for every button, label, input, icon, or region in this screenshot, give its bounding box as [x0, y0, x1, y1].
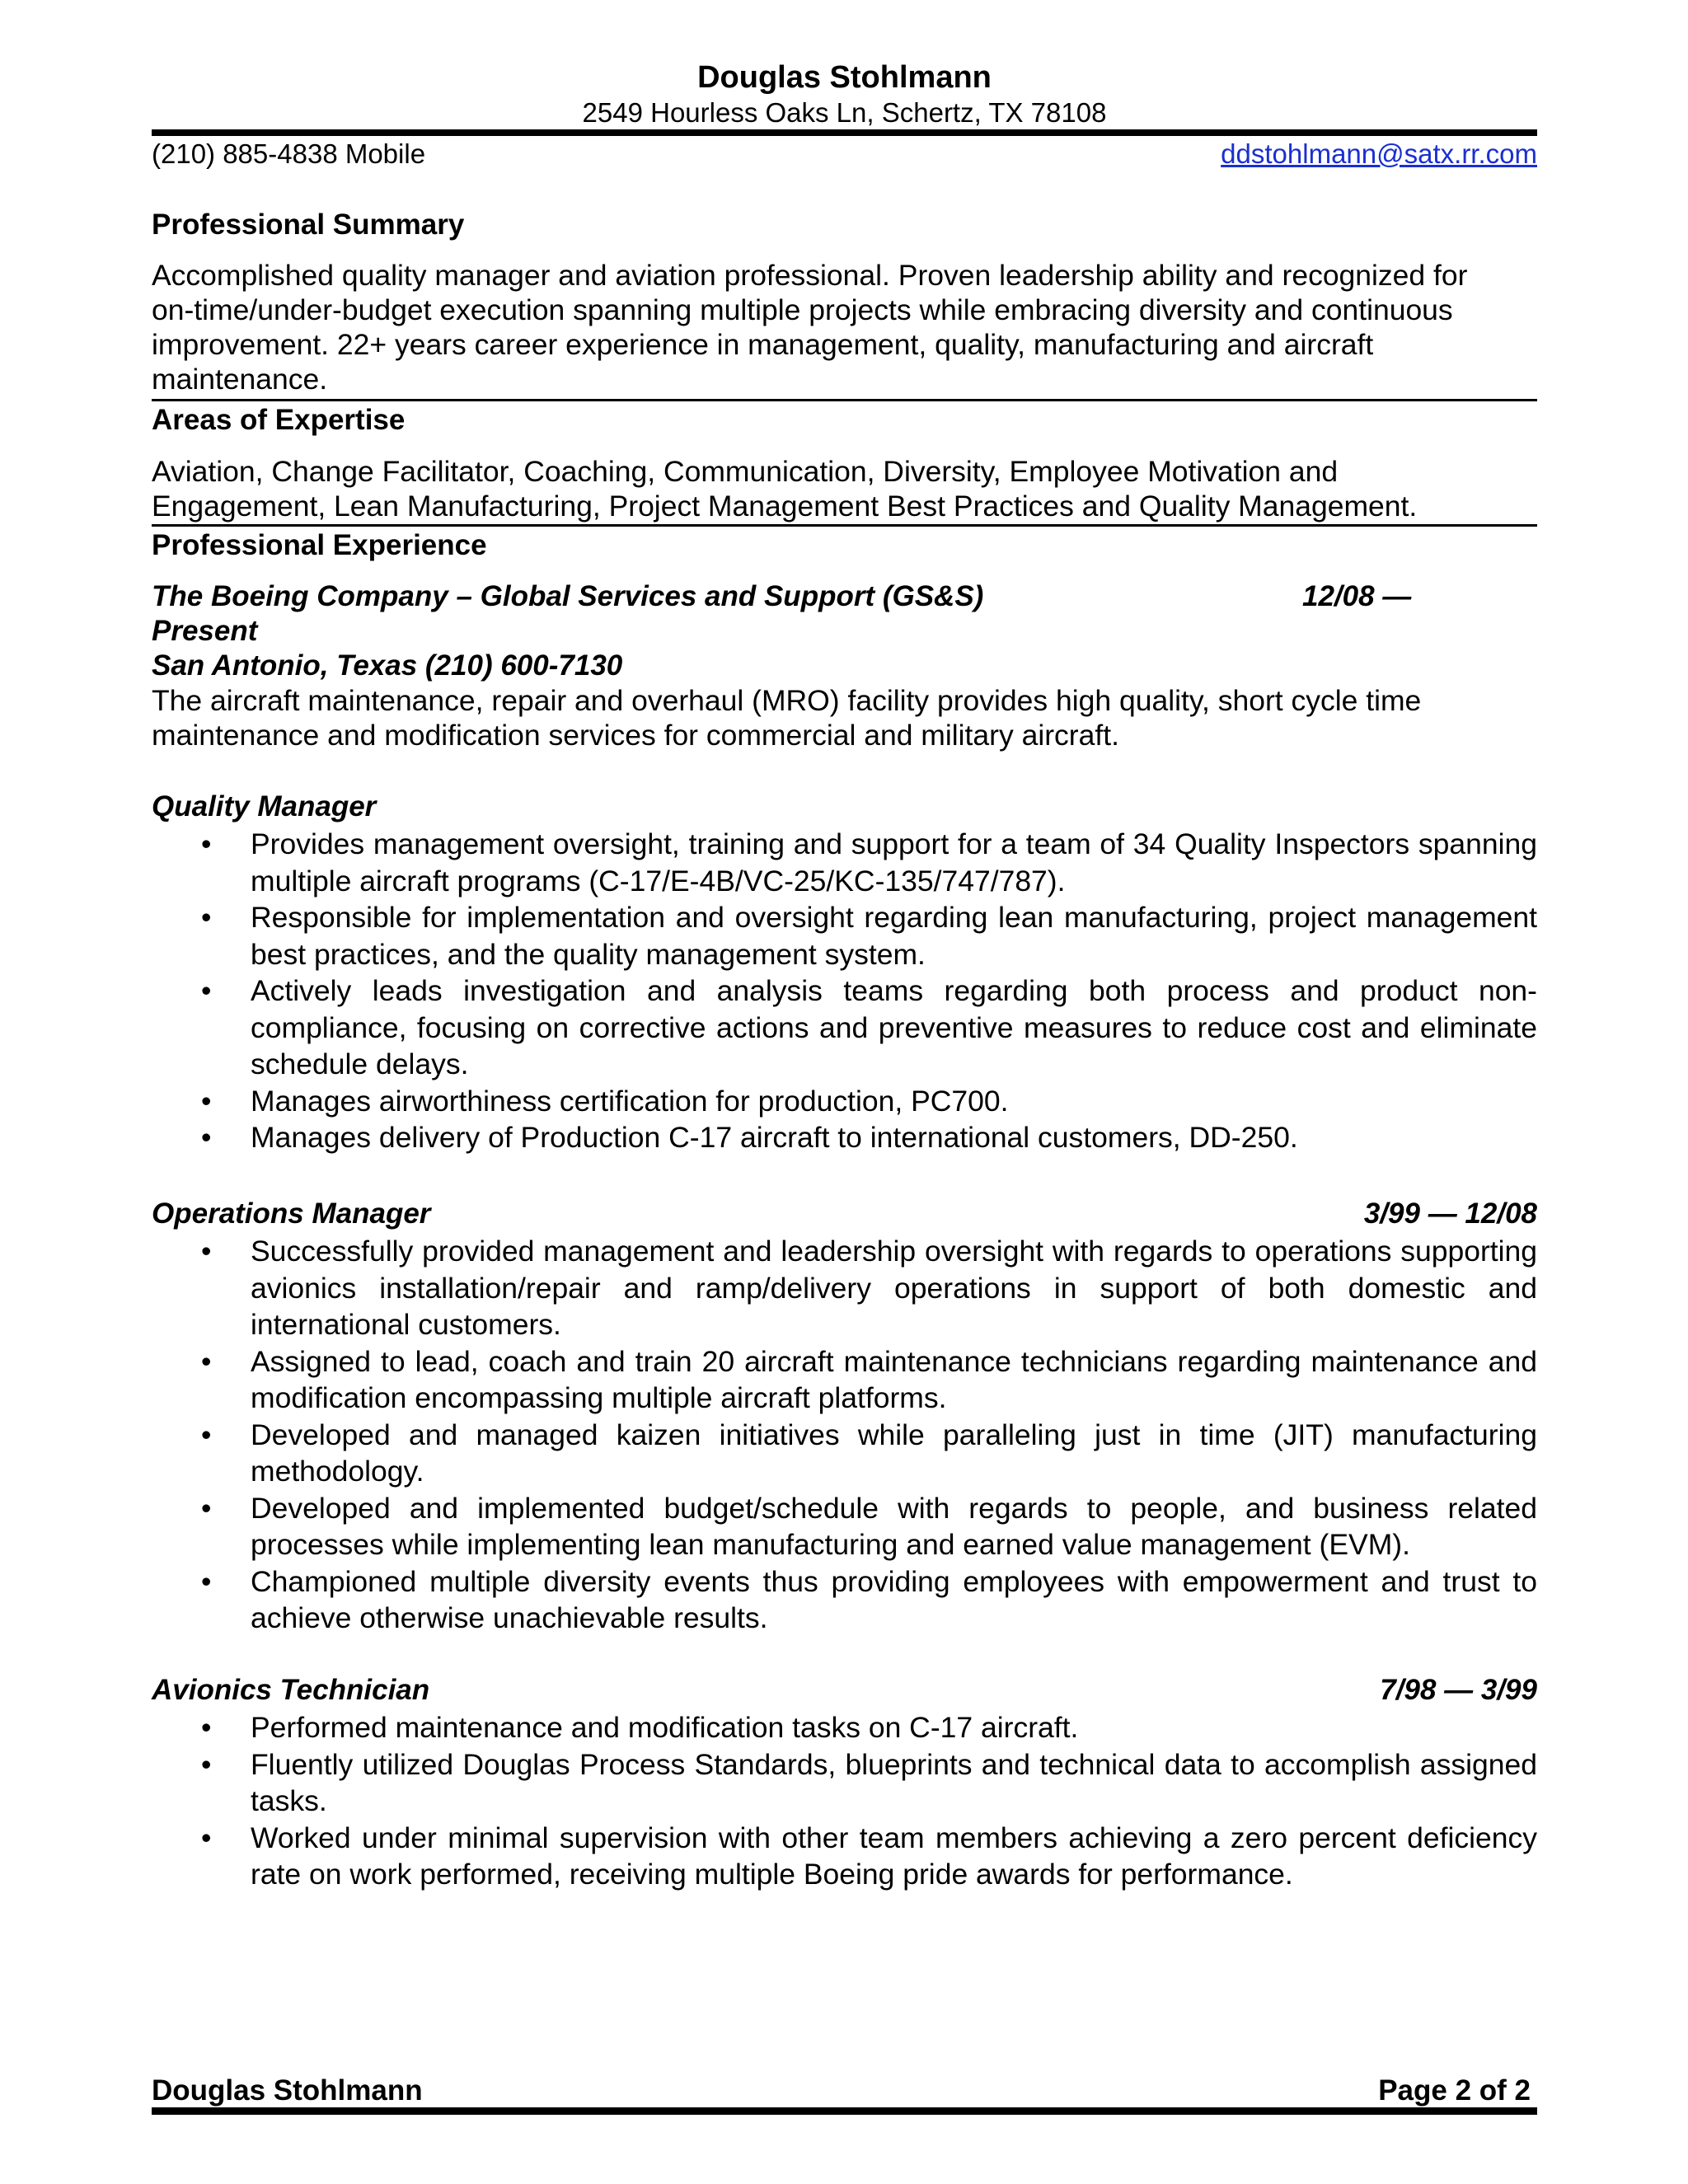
- experience-title: Professional Experience: [152, 529, 487, 561]
- company-description: [152, 683, 1537, 752]
- list-item: • Championed multiple diversity events thus providing employees with empowerment and trust to achieve otherwise unachievable results.: [201, 1564, 1537, 1634]
- resume-page: [152, 0, 1537, 2184]
- summary-line: improvement. 22+ years career experience in management, quality, manufacturing and aircraft: [152, 328, 1374, 361]
- email-link[interactable]: ddstohlmann@satx.rr.com: [1221, 138, 1537, 169]
- role-bullets-operations-manager: [152, 1233, 1537, 1637]
- expertise-title: Areas of Expertise: [152, 404, 406, 436]
- list-item: • Assigned to lead, coach and train 20 aircraft maintenance technicians regarding maintenance and modification encompassing multiple aircraft platforms.: [201, 1344, 1537, 1414]
- expertise-line: Engagement, Lean Manufacturing, Project Management Best Practices and Quality Management.: [152, 490, 1418, 523]
- bullet-icon: •: [201, 1418, 212, 1451]
- company-dates: 12/08 —: [1302, 580, 1412, 612]
- expertise-divider: [152, 524, 1537, 527]
- role-title: Quality Manager: [152, 790, 377, 823]
- description-line: maintenance and modification services for commercial and military aircraft.: [152, 719, 1119, 752]
- list-item: • Developed and managed kaizen initiatives while paralleling just in time (JIT) manufacturing methodology.: [201, 1418, 1537, 1488]
- list-item: • Worked under minimal supervision with other team members achieving a zero percent deficiency rate on work performed, receiving multiple Boeing pride awards for performance.: [201, 1821, 1537, 1891]
- expertise-text: [152, 454, 1537, 523]
- list-item: • Fluently utilized Douglas Process Standards, blueprints and technical data to accomplish assigned tasks.: [201, 1747, 1537, 1817]
- role-title-avionics-technician: [152, 1673, 1537, 1708]
- role-dates: 3/99 — 12/08: [1363, 1197, 1537, 1230]
- header-address: 2549 Hourless Oaks Ln, Schertz, TX 78108: [582, 97, 1107, 128]
- role-title-quality-manager: [152, 790, 1537, 824]
- list-item: • Successfully provided management and leadership oversight with regards to operations supporting avionics installation/repair and ramp/delivery operations in support of both domestic and international customers.: [201, 1235, 1537, 1341]
- footer-name: Douglas Stohlmann: [152, 2074, 423, 2107]
- bullet-icon: •: [201, 1344, 212, 1378]
- header-divider: [152, 129, 1537, 136]
- page-number: Page 2 of 2: [1378, 2074, 1531, 2107]
- bullet-icon: •: [201, 1235, 212, 1268]
- list-item: • Developed and implemented budget/schedule with regards to people, and business related processes while implementing lean manufacturing and earned value management (EVM).: [201, 1491, 1537, 1561]
- bullet-icon: •: [201, 1121, 212, 1154]
- role-bullets-quality-manager: [152, 826, 1537, 1156]
- list-item: • Manages airworthiness certification for production, PC700.: [152, 1083, 1537, 1120]
- company-line: [152, 579, 1537, 614]
- list-item: • Actively leads investigation and analysis teams regarding both process and product non-compliance, focusing on corrective actions and preventive measures to reduce cost and eliminate schedule delays.: [201, 974, 1537, 1080]
- bullet-icon: •: [201, 1821, 212, 1854]
- description-line: The aircraft maintenance, repair and overhaul (MRO) facility provides high quality, short cycle time: [152, 684, 1422, 717]
- list-item: • Provides management oversight, training and support for a team of 34 Quality Inspectors spanning multiple aircraft programs (C-17/E-4B/VC-25/KC-135/747/787).: [201, 827, 1537, 898]
- summary-title: Professional Summary: [152, 209, 465, 241]
- role-title: Avionics Technician: [152, 1674, 430, 1706]
- bullet-icon: •: [201, 827, 212, 860]
- company-dates-continued: Present: [152, 615, 258, 647]
- bullet-icon: •: [201, 1084, 212, 1118]
- company-location: San Antonio, Texas (210) 600-7130: [152, 649, 623, 682]
- list-item: • Manages delivery of Production C-17 aircraft to international customers, DD-250.: [152, 1119, 1537, 1156]
- bullet-icon: •: [201, 1491, 212, 1525]
- header-phone: (210) 885-4838 Mobile: [152, 138, 426, 169]
- company-name: The Boeing Company – Global Services and Support (GS&S): [152, 580, 984, 612]
- bullet-icon: •: [201, 1711, 212, 1744]
- summary-line: on-time/under-budget execution spanning multiple projects while embracing diversity and continuous: [152, 293, 1453, 326]
- role-bullets-avionics-technician: [152, 1709, 1537, 1893]
- role-dates: 7/98 — 3/99: [1380, 1674, 1537, 1706]
- bullet-icon: •: [201, 1564, 212, 1598]
- bullet-icon: •: [201, 974, 212, 1007]
- summary-line: maintenance.: [152, 363, 328, 396]
- list-item: • Performed maintenance and modification tasks on C-17 aircraft.: [152, 1709, 1537, 1746]
- summary-divider: [152, 399, 1537, 401]
- list-item: • Responsible for implementation and oversight regarding lean manufacturing, project management best practices, and the quality management system.: [201, 901, 1537, 971]
- footer-divider: [152, 2107, 1537, 2115]
- bullet-icon: •: [201, 901, 212, 934]
- summary-line: Accomplished quality manager and aviation professional. Proven leadership ability and recognized for: [152, 259, 1468, 292]
- header-name: Douglas Stohlmann: [697, 60, 992, 95]
- expertise-line: Aviation, Change Facilitator, Coaching, Communication, Diversity, Employee Motivation and: [152, 455, 1339, 488]
- bullet-icon: •: [201, 1747, 212, 1781]
- summary-text: [152, 258, 1537, 396]
- role-title: Operations Manager: [152, 1197, 431, 1230]
- role-title-operations-manager: [152, 1197, 1537, 1231]
